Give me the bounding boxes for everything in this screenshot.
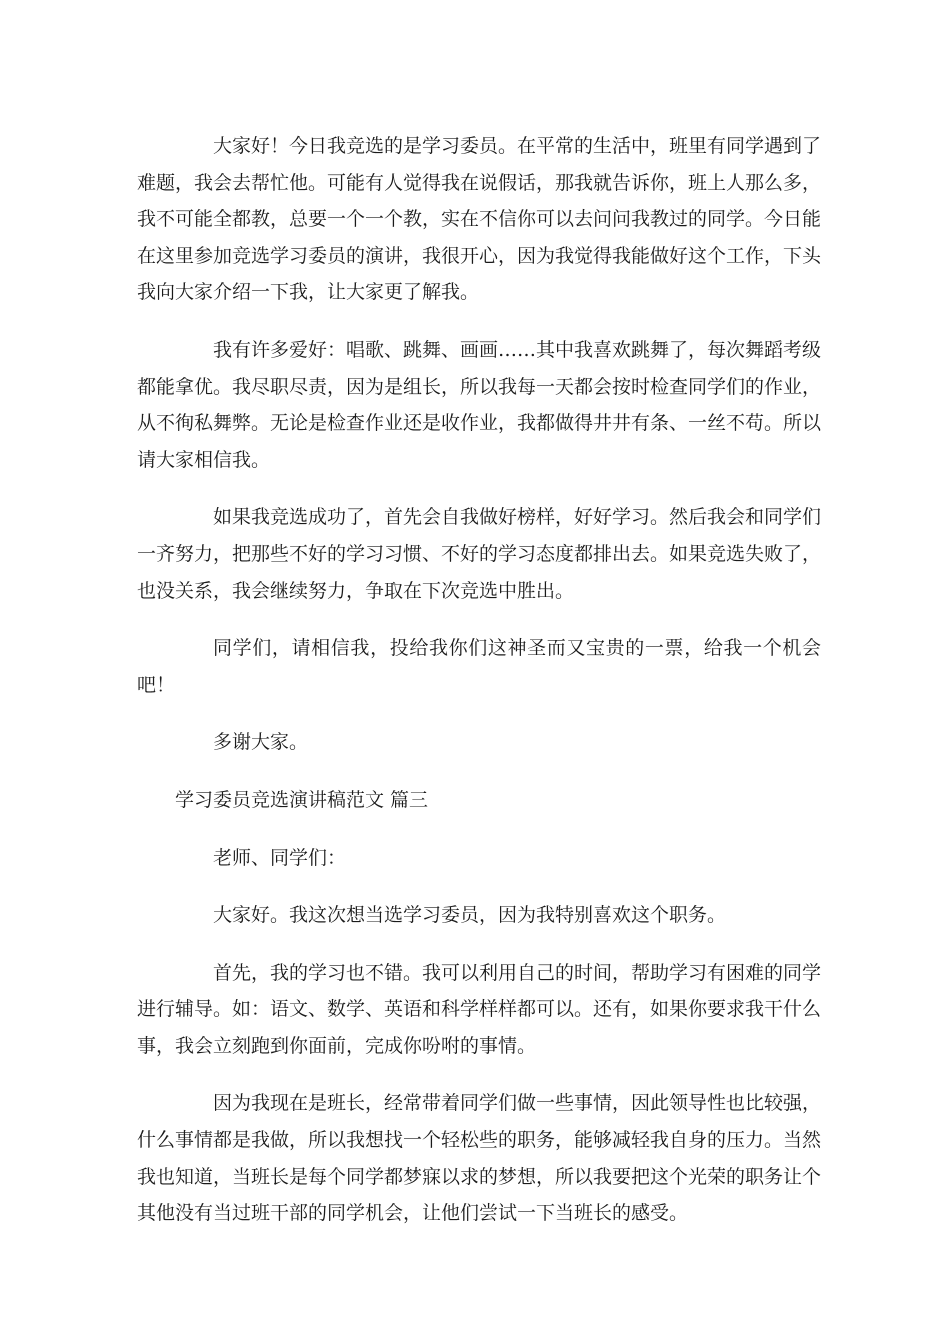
- document-page: [137, 128, 821, 1253]
- paragraph-4: 同学们，请相信我，投给我你们这神圣而又宝贵的一票，给我一个机会吧！: [137, 637, 821, 696]
- paragraph-2: 我有许多爱好：唱歌、跳舞、画画……其中我喜欢跳舞了，每次舞蹈考级都能拿优。我尽职尽责，因为是组长，所以我每一天都会按时检查同学们的作业，从不徇私舞弊。无论是检查作业还是收作业，我都做得井井有条、一丝不苟。所以请大家相信我。: [137, 338, 822, 471]
- paragraph-1: 大家好！今日我竞选的是学习委员。在平常的生活中，班里有同学遇到了难题，我会去帮忙他。可能有人觉得我在说假话，那我就告诉你，班上人那么多，我不可能全都教，总要一个一个教，实在不信你可以去问问我教过的同学。今日能在这里参加竞选学习委员的演讲，我很开心，因为我觉得我能做好这个工作，下头我向大家介绍一下我，让大家更了解我。: [137, 135, 822, 304]
- salutation: 老师、同学们：: [213, 846, 347, 869]
- section-heading: 学习委员竞选演讲稿范文 篇三: [175, 788, 429, 811]
- paragraph-7: 首先，我的学习也不错。我可以利用自己的时间，帮助学习有困难的同学进行辅导。如：语文、数学、英语和科学样样都可以。还有，如果你要求我干什么事，我会立刻跑到你面前，完成你吩咐的事情。: [137, 961, 822, 1057]
- paragraph-6: 大家好。我这次想当选学习委员，因为我特别喜欢这个职务。: [213, 904, 727, 927]
- paragraph-3: 如果我竞选成功了，首先会自我做好榜样，好好学习。然后我会和同学们一齐努力，把那些不好的学习习惯、不好的学习态度都排出去。如果竞选失败了，也没关系，我会继续努力，争取在下次竞选中胜出。: [137, 506, 822, 602]
- paragraph-8: 因为我现在是班长，经常带着同学们做一些事情，因此领导性也比较强，什么事情都是我做，所以我想找一个轻松些的职务，能够减轻我自身的压力。当然我也知道，当班长是每个同学都梦寐以求的梦想，所以我要把这个光荣的职务让个其他没有当过班干部的同学机会，让他们尝试一下当班长的感受。: [137, 1092, 822, 1225]
- paragraph-5: 多谢大家。: [213, 731, 309, 754]
